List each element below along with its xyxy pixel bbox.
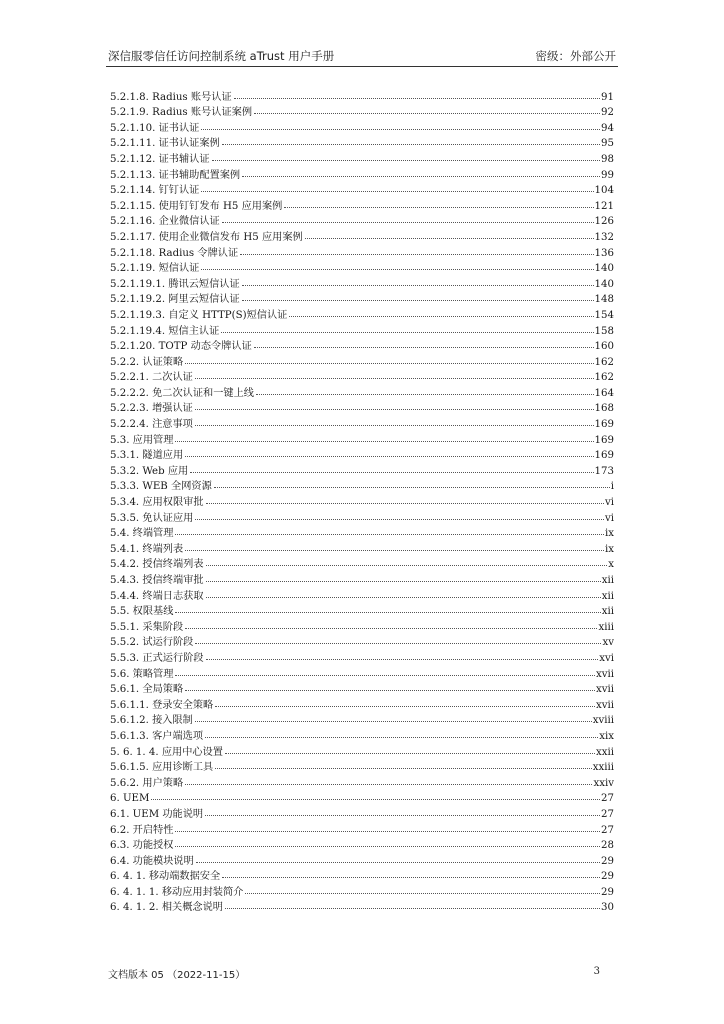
- toc-dot-leader: [206, 565, 608, 566]
- document-version: 文档版本 05 （2022-11-15）: [108, 970, 246, 981]
- toc-entry[interactable]: [110, 119, 614, 135]
- toc-dot-leader: [206, 597, 601, 598]
- toc-entry-page: ix: [604, 528, 614, 540]
- toc-dot-leader: [185, 784, 592, 785]
- toc-entry[interactable]: [110, 587, 614, 603]
- toc-dot-leader: [240, 254, 593, 255]
- toc-entry-title: 5.6.1. 全局策略: [110, 684, 184, 696]
- toc-dot-leader: [185, 456, 593, 457]
- toc-entry-title: 5.2.1.15. 使用钉钉发布 H5 应用案例: [110, 200, 283, 212]
- toc-entry-page: xvi: [599, 652, 614, 664]
- toc-entry-page: 27: [601, 824, 614, 836]
- toc-entry[interactable]: [110, 478, 614, 494]
- toc-entry[interactable]: [110, 322, 614, 338]
- toc-dot-leader: [175, 831, 600, 832]
- toc-entry[interactable]: [110, 166, 614, 182]
- toc-dot-leader: [195, 643, 601, 644]
- toc-entry[interactable]: [110, 104, 614, 120]
- toc-dot-leader: [201, 191, 593, 192]
- toc-entry-page: 92: [601, 107, 614, 119]
- toc-dot-leader: [195, 409, 594, 410]
- toc-entry-page: xxiv: [593, 777, 614, 789]
- toc-dot-leader: [225, 753, 595, 754]
- toc-entry[interactable]: [110, 353, 614, 369]
- toc-dot-leader: [221, 332, 593, 333]
- toc-entry-title: 5.2.1.18. Radius 令牌认证: [110, 247, 239, 259]
- toc-entry-title: 5.4.1. 终端列表: [110, 543, 184, 555]
- toc-entry-title: 5.3.3. WEB 全网资源: [110, 481, 212, 493]
- toc-entry-title: 5.6.1.2. 接入限制: [110, 715, 193, 727]
- toc-dot-leader: [256, 394, 594, 395]
- toc-entry-page: 169: [594, 419, 614, 431]
- toc-dot-leader: [234, 98, 600, 99]
- toc-entry[interactable]: [110, 868, 614, 884]
- toc-entry-page: 126: [594, 216, 614, 228]
- toc-entry[interactable]: [110, 805, 614, 821]
- toc-entry[interactable]: [110, 338, 614, 354]
- toc-entry[interactable]: [110, 228, 614, 244]
- toc-dot-leader: [222, 877, 600, 878]
- toc-entry[interactable]: [110, 244, 614, 260]
- toc-entry[interactable]: [110, 525, 614, 541]
- toc-entry-title: 6. UEM: [110, 793, 150, 805]
- toc-entry-page: 160: [594, 341, 614, 353]
- toc-entry[interactable]: [110, 384, 614, 400]
- classification-label: 密级：外部公开: [535, 49, 616, 63]
- toc-entry-page: vi: [604, 512, 614, 524]
- toc-entry-title: 5.2.1.17. 使用企业微信发布 H5 应用案例: [110, 231, 303, 243]
- toc-dot-leader: [175, 612, 600, 613]
- toc-entry-page: 173: [594, 465, 614, 477]
- toc-dot-leader: [305, 238, 594, 239]
- toc-entry-title: 5.5. 权限基线: [110, 606, 174, 618]
- toc-entry-page: xii: [601, 590, 614, 602]
- toc-entry-page: 148: [594, 294, 614, 306]
- toc-entry[interactable]: [110, 88, 614, 104]
- toc-entry[interactable]: [110, 462, 614, 478]
- toc-entry[interactable]: [110, 774, 614, 790]
- toc-dot-leader: [151, 799, 600, 800]
- toc-entry-title: 6.3. 功能授权: [110, 840, 174, 852]
- document-title: 深信服零信任访问控制系统 aTrust 用户手册: [108, 49, 335, 63]
- toc-entry[interactable]: [110, 852, 614, 868]
- page-header: [108, 44, 616, 64]
- toc-entry-page: 140: [594, 278, 614, 290]
- toc-dot-leader: [254, 347, 594, 348]
- toc-entry-title: 5.4.3. 授信终端审批: [110, 575, 204, 586]
- toc-entry-title: 6.2. 开启特性: [110, 824, 174, 836]
- toc-entry-title: 5.3. 应用管理: [110, 434, 174, 446]
- toc-dot-leader: [201, 129, 600, 130]
- toc-dot-leader: [185, 628, 597, 629]
- toc-entry-title: 5.5.2. 试运行阶段: [110, 637, 194, 649]
- toc-dot-leader: [205, 815, 600, 816]
- toc-entry[interactable]: [110, 603, 614, 619]
- toc-entry-title: 6. 4. 1. 2. 相关概念说明: [110, 902, 223, 914]
- toc-entry-title: 5.2.1.9. Radius 账号认证案例: [110, 107, 253, 119]
- toc-entry-title: 5.2.2.3. 增强认证: [110, 403, 193, 415]
- toc-entry-title: 5.3.1. 隧道应用: [110, 450, 184, 462]
- toc-entry-title: 5.2.1.20. TOTP 动态令牌认证: [110, 341, 252, 353]
- toc-entry-page: 94: [601, 122, 614, 134]
- toc-entry[interactable]: [110, 197, 614, 213]
- toc-dot-leader: [195, 378, 594, 379]
- toc-entry[interactable]: [110, 681, 614, 697]
- toc-entry-title: 5.2.1.11. 证书认证案例: [110, 138, 220, 150]
- toc-entry[interactable]: [110, 369, 614, 385]
- toc-entry-title: 5.2.1.19.2. 阿里云短信认证: [110, 294, 240, 306]
- toc-entry-page: xv: [602, 637, 614, 649]
- toc-dot-leader: [215, 706, 595, 707]
- toc-entry-page: 91: [601, 91, 614, 103]
- toc-dot-leader: [215, 768, 591, 769]
- toc-entry-page: 29: [601, 855, 614, 867]
- toc-dot-leader: [195, 425, 594, 426]
- toc-entry-page: i: [610, 481, 614, 493]
- header-divider: [106, 66, 618, 67]
- toc-dot-leader: [175, 846, 600, 847]
- toc-entry-title: 6. 4. 1. 移动端数据安全: [110, 871, 221, 883]
- toc-entry[interactable]: [110, 571, 614, 587]
- toc-dot-leader: [175, 441, 593, 442]
- table-of-contents: [110, 88, 614, 914]
- toc-entry-page: 28: [601, 840, 614, 852]
- toc-entry-title: 5.6. 策略管理: [110, 668, 174, 680]
- toc-entry-title: 6.1. UEM 功能说明: [110, 808, 204, 820]
- toc-dot-leader: [175, 534, 604, 535]
- toc-entry[interactable]: [110, 837, 614, 853]
- toc-entry-page: 168: [594, 403, 614, 415]
- toc-entry[interactable]: [110, 431, 614, 447]
- toc-entry-page: xvii: [595, 684, 614, 696]
- toc-entry[interactable]: [110, 899, 614, 915]
- toc-entry-page: xviii: [592, 715, 614, 727]
- toc-entry-title: 5. 6. 1. 4. 应用中心设置: [110, 746, 223, 758]
- toc-entry-page: 121: [594, 200, 614, 212]
- toc-entry[interactable]: [110, 618, 614, 634]
- toc-entry-title: 5.4. 终端管理: [110, 528, 174, 540]
- toc-entry-page: 169: [594, 450, 614, 462]
- toc-entry-title: 5.2.2.4. 注意事项: [110, 419, 193, 431]
- toc-dot-leader: [185, 550, 604, 551]
- toc-dot-leader: [214, 487, 610, 488]
- toc-dot-leader: [222, 144, 600, 145]
- toc-entry-title: 5.2.1.16. 企业微信认证: [110, 216, 220, 228]
- toc-entry-title: 5.2.2.2. 免二次认证和一键上线: [110, 387, 254, 399]
- toc-entry-page: xvii: [595, 699, 614, 711]
- toc-entry-page: ix: [604, 543, 614, 555]
- page-number: 3: [593, 966, 600, 977]
- toc-entry[interactable]: [110, 213, 614, 229]
- toc-entry-title: 5.2.2. 认证策略: [110, 356, 184, 368]
- toc-entry-title: 5.6.1.1. 登录安全策略: [110, 699, 214, 711]
- toc-dot-leader: [289, 316, 593, 317]
- toc-entry-title: 5.5.3. 正式运行阶段: [110, 652, 204, 664]
- toc-entry[interactable]: [110, 493, 614, 509]
- toc-entry-title: 5.2.1.14. 钉钉认证: [110, 185, 200, 197]
- toc-dot-leader: [225, 908, 600, 909]
- toc-dot-leader: [242, 300, 594, 301]
- toc-entry[interactable]: [110, 883, 614, 899]
- toc-entry-page: xii: [601, 606, 614, 618]
- toc-entry-title: 6.4. 功能模块说明: [110, 855, 194, 867]
- toc-dot-leader: [206, 659, 599, 660]
- toc-entry[interactable]: [110, 727, 614, 743]
- toc-entry-page: 95: [601, 138, 614, 150]
- toc-dot-leader: [195, 721, 592, 722]
- toc-entry[interactable]: [110, 540, 614, 556]
- toc-entry[interactable]: [110, 260, 614, 276]
- toc-entry-title: 5.5.1. 采集阶段: [110, 621, 184, 633]
- toc-entry-page: xix: [599, 730, 614, 742]
- toc-entry-page: 29: [601, 871, 614, 883]
- toc-entry[interactable]: [110, 665, 614, 681]
- toc-entry[interactable]: [110, 649, 614, 665]
- toc-entry-page: 27: [601, 793, 614, 805]
- toc-dot-leader: [175, 675, 595, 676]
- toc-entry[interactable]: [110, 447, 614, 463]
- toc-entry-page: x: [608, 559, 614, 571]
- toc-entry[interactable]: [110, 790, 614, 806]
- toc-entry-title: 5.2.1.13. 证书辅助配置案例: [110, 169, 241, 181]
- toc-dot-leader: [222, 222, 594, 223]
- toc-entry-title: 5.2.1.19.1. 腾讯云短信认证: [110, 278, 240, 290]
- toc-entry-page: 98: [601, 153, 614, 165]
- toc-dot-leader: [196, 862, 600, 863]
- toc-dot-leader: [212, 160, 600, 161]
- toc-entry-page: 136: [594, 247, 614, 259]
- toc-entry-page: 104: [594, 185, 614, 197]
- toc-entry-title: 5.4.2. 授信终端列表: [110, 559, 204, 571]
- toc-entry-page: xii: [601, 575, 614, 586]
- toc-dot-leader: [245, 893, 600, 894]
- toc-entry-page: 140: [594, 263, 614, 275]
- toc-entry-page: 158: [594, 325, 614, 337]
- toc-dot-leader: [190, 472, 593, 473]
- toc-entry-title: 5.3.5. 免认证应用: [110, 512, 194, 524]
- toc-entry-title: 5.2.1.12. 证书辅认证: [110, 153, 210, 165]
- toc-dot-leader: [242, 176, 600, 177]
- toc-entry-page: 164: [594, 387, 614, 399]
- toc-entry[interactable]: [110, 291, 614, 307]
- toc-entry-page: xiii: [598, 621, 614, 633]
- toc-entry-title: 5.2.1.8. Radius 账号认证: [110, 91, 232, 103]
- toc-dot-leader: [242, 285, 594, 286]
- toc-entry-page: 162: [594, 356, 614, 368]
- toc-dot-leader: [185, 690, 595, 691]
- toc-entry[interactable]: [110, 150, 614, 166]
- toc-entry-page: 132: [594, 231, 614, 243]
- toc-entry-title: 6. 4. 1. 1. 移动应用封装简介: [110, 886, 244, 898]
- toc-entry[interactable]: [110, 821, 614, 837]
- toc-entry-title: 5.6.1.5. 应用诊断工具: [110, 762, 214, 774]
- toc-entry-page: 169: [594, 434, 614, 446]
- toc-dot-leader: [195, 519, 604, 520]
- toc-entry-title: 5.2.1.19.4. 短信主认证: [110, 325, 220, 337]
- toc-entry-page: 30: [601, 902, 614, 914]
- toc-entry[interactable]: [110, 400, 614, 416]
- toc-entry[interactable]: [110, 415, 614, 431]
- toc-entry-title: 5.2.1.19. 短信认证: [110, 263, 200, 275]
- toc-entry-page: 27: [601, 808, 614, 820]
- toc-entry[interactable]: [110, 759, 614, 775]
- toc-entry[interactable]: [110, 556, 614, 572]
- toc-entry[interactable]: [110, 743, 614, 759]
- toc-entry-title: 5.2.2.1. 二次认证: [110, 372, 193, 384]
- toc-entry[interactable]: [110, 634, 614, 650]
- toc-entry[interactable]: [110, 182, 614, 198]
- toc-entry-page: xvii: [595, 668, 614, 680]
- toc-entry[interactable]: [110, 712, 614, 728]
- toc-entry-page: xxii: [595, 746, 614, 758]
- toc-entry-title: 5.6.1.3. 客户端选项: [110, 730, 204, 742]
- toc-dot-leader: [206, 581, 601, 582]
- toc-entry-title: 5.4.4. 终端日志获取: [110, 590, 204, 602]
- toc-entry[interactable]: [110, 135, 614, 151]
- toc-entry-title: 5.2.1.10. 证书认证: [110, 122, 200, 134]
- toc-entry-title: 5.3.4. 应用权限审批: [110, 497, 204, 509]
- toc-dot-leader: [206, 503, 604, 504]
- toc-dot-leader: [205, 737, 598, 738]
- toc-entry[interactable]: [110, 275, 614, 291]
- toc-entry-title: 5.3.2. Web 应用: [110, 465, 189, 477]
- toc-entry-title: 5.6.2. 用户策略: [110, 777, 184, 789]
- toc-entry-page: 162: [594, 372, 614, 384]
- toc-entry[interactable]: [110, 696, 614, 712]
- page-footer: [108, 966, 600, 981]
- toc-entry-page: vi: [604, 497, 614, 509]
- toc-dot-leader: [254, 113, 600, 114]
- toc-entry-page: 99: [601, 169, 614, 181]
- toc-entry[interactable]: [110, 509, 614, 525]
- toc-entry[interactable]: [110, 306, 614, 322]
- toc-entry-page: 154: [594, 309, 614, 321]
- toc-dot-leader: [185, 363, 593, 364]
- toc-entry-title: 5.2.1.19.3. 自定义 HTTP(S)短信认证: [110, 309, 288, 321]
- toc-entry-page: xxiii: [592, 762, 614, 774]
- toc-entry-page: 29: [601, 886, 614, 898]
- toc-dot-leader: [284, 207, 593, 208]
- toc-dot-leader: [201, 269, 593, 270]
